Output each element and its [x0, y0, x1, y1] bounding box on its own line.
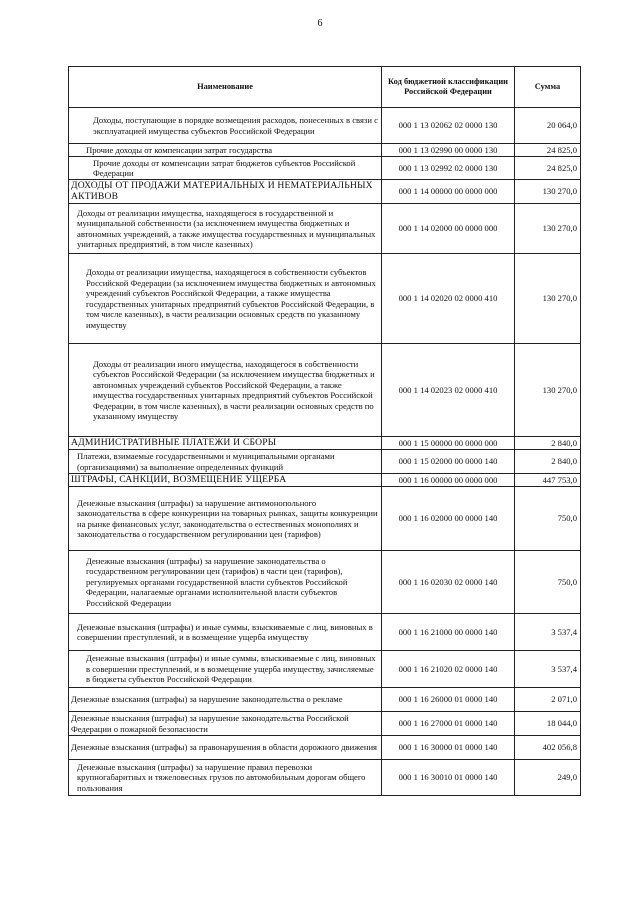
row-code-cell: 000 1 16 21000 00 0000 140	[382, 614, 515, 651]
row-code-cell: 000 1 16 30010 01 0000 140	[382, 760, 515, 796]
row-name-cell: Доходы от реализации имущества, находящегося в собственности субъектов Российской Федерации (за исключением имущества бюджетных и автономных учреждений субъектов Российской Федерации, а также имущества государственных унитарных предприятий субъектов Российской Федерации, в том числе казенных), в части реализации основных средств по указанному имуществу	[69, 254, 382, 344]
row-name-cell: Денежные взыскания (штрафы) за нарушение законодательства о государственном регулировании цен (тарифов) в части цен (тарифов), регулируемых органами государственной власти субъектов Российской Федерации, налагаемые органами исполнительной власти субъектов Российской Федерации	[69, 551, 382, 614]
row-name-cell: Денежные взыскания (штрафы) за правонарушения в области дорожного движения	[69, 736, 382, 760]
table-row	[69, 688, 581, 712]
table-row	[69, 760, 581, 796]
page-number: 6	[317, 18, 323, 29]
table-row	[69, 487, 581, 551]
table-row	[69, 614, 581, 651]
row-sum-cell: 750,0	[515, 551, 581, 614]
row-name-cell: ШТРАФЫ, САНКЦИИ, ВОЗМЕЩЕНИЕ УЩЕРБА	[69, 474, 382, 487]
budget-revenue-table	[68, 66, 581, 796]
row-sum-cell: 130 270,0	[515, 254, 581, 344]
row-sum-cell: 3 537,4	[515, 614, 581, 651]
row-name-cell: Доходы от реализации имущества, находящегося в государственной и муниципальной собственности (за исключением имущества бюджетных и автономных учреждений, а также имущества государственных и муниципальных унитарных предприятий, в том числе казенных)	[69, 204, 382, 254]
row-code-cell: 000 1 15 00000 00 0000 000	[382, 437, 515, 450]
row-code-cell: 000 1 14 02020 02 0000 410	[382, 254, 515, 344]
table-row	[69, 254, 581, 344]
row-code-cell: 000 1 16 02030 02 0000 140	[382, 551, 515, 614]
table-row	[69, 157, 581, 180]
table-row	[69, 712, 581, 736]
row-sum-cell: 24 825,0	[515, 144, 581, 157]
row-sum-cell: 130 270,0	[515, 344, 581, 437]
row-name-cell: Денежные взыскания (штрафы) и иные суммы, взыскиваемые с лиц, виновных в совершении преступлений, и в возмещение ущерба имуществу	[69, 614, 382, 651]
row-name-cell: АДМИНИСТРАТИВНЫЕ ПЛАТЕЖИ И СБОРЫ	[69, 437, 382, 450]
table-row	[69, 474, 581, 487]
table-row	[69, 180, 581, 204]
row-code-cell: 000 1 15 02000 00 0000 140	[382, 450, 515, 474]
row-sum-cell: 20 064,0	[515, 108, 581, 144]
row-code-cell: 000 1 14 02000 00 0000 000	[382, 204, 515, 254]
row-code-cell: 000 1 13 02992 02 0000 130	[382, 157, 515, 180]
row-sum-cell: 2 071,0	[515, 688, 581, 712]
row-code-cell: 000 1 16 02000 00 0000 140	[382, 487, 515, 551]
row-name-cell: Денежные взыскания (штрафы) за нарушение законодательства о рекламе	[69, 688, 382, 712]
table-row	[69, 204, 581, 254]
table-row	[69, 450, 581, 474]
table-body	[69, 108, 581, 796]
table-header-row	[69, 67, 581, 108]
row-sum-cell: 24 825,0	[515, 157, 581, 180]
row-sum-cell: 447 753,0	[515, 474, 581, 487]
table-row	[69, 344, 581, 437]
header-sum: Сумма	[515, 67, 581, 108]
header-code: Код бюджетной классификации Российской Федерации	[382, 67, 515, 108]
table-row	[69, 144, 581, 157]
row-sum-cell: 402 056,8	[515, 736, 581, 760]
row-name-cell: Доходы от реализации иного имущества, находящегося в собственности субъектов Российской Федерации (за исключением имущества бюджетных и автономных учреждений субъектов Российской Федерации, а также имущества государственных унитарных предприятий субъектов Российской Федерации, в том числе казенных), в части реализации основных средств по указанному имуществу	[69, 344, 382, 437]
row-name-cell: Прочие доходы от компенсации затрат государства	[69, 144, 382, 157]
row-name-cell: Прочие доходы от компенсации затрат бюджетов субъектов Российской Федерации	[69, 157, 382, 180]
row-code-cell: 000 1 13 02990 00 0000 130	[382, 144, 515, 157]
table-row	[69, 736, 581, 760]
row-name-cell: Денежные взыскания (штрафы) за нарушение правил перевозки крупногабаритных и тяжеловесных грузов по автомобильным дорогам общего пользования	[69, 760, 382, 796]
header-name: Наименование	[69, 67, 382, 108]
row-code-cell: 000 1 16 30000 01 0000 140	[382, 736, 515, 760]
row-sum-cell: 249,0	[515, 760, 581, 796]
table-row	[69, 437, 581, 450]
row-name-cell: Денежные взыскания (штрафы) за нарушение законодательства Российской Федерации о пожарной безопасности	[69, 712, 382, 736]
row-sum-cell: 750,0	[515, 487, 581, 551]
row-name-cell: Денежные взыскания (штрафы) за нарушение антимонопольного законодательства в сфере конкуренции на товарных рынках, защиты конкуренции на рынке финансовых услуг, законодательства о естественных монополиях и законодательства о государственном регулировании цен (тарифов)	[69, 487, 382, 551]
row-code-cell: 000 1 14 00000 00 0000 000	[382, 180, 515, 204]
row-sum-cell: 2 840,0	[515, 450, 581, 474]
table-row	[69, 651, 581, 688]
table-row	[69, 551, 581, 614]
row-code-cell: 000 1 16 21020 02 0000 140	[382, 651, 515, 688]
row-sum-cell: 18 044,0	[515, 712, 581, 736]
row-sum-cell: 130 270,0	[515, 204, 581, 254]
row-name-cell: Денежные взыскания (штрафы) и иные суммы, взыскиваемые с лиц, виновных в совершении преступлений, и в возмещение ущерба имуществу, зачисляемые в бюджеты субъектов Российской Федерации	[69, 651, 382, 688]
table-row	[69, 108, 581, 144]
row-code-cell: 000 1 16 26000 01 0000 140	[382, 688, 515, 712]
row-code-cell: 000 1 14 02023 02 0000 410	[382, 344, 515, 437]
row-code-cell: 000 1 13 02062 02 0000 130	[382, 108, 515, 144]
row-name-cell: Платежи, взимаемые государственными и муниципальными органами (организациями) за выполнение определенных функций	[69, 450, 382, 474]
row-name-cell: ДОХОДЫ ОТ ПРОДАЖИ МАТЕРИАЛЬНЫХ И НЕМАТЕРИАЛЬНЫХ АКТИВОВ	[69, 180, 382, 204]
row-sum-cell: 2 840,0	[515, 437, 581, 450]
row-code-cell: 000 1 16 27000 01 0000 140	[382, 712, 515, 736]
row-name-cell: Доходы, поступающие в порядке возмещения расходов, понесенных в связи с эксплуатацией имущества субъектов Российской Федерации	[69, 108, 382, 144]
row-sum-cell: 3 537,4	[515, 651, 581, 688]
row-code-cell: 000 1 16 00000 00 0000 000	[382, 474, 515, 487]
row-sum-cell: 130 270,0	[515, 180, 581, 204]
